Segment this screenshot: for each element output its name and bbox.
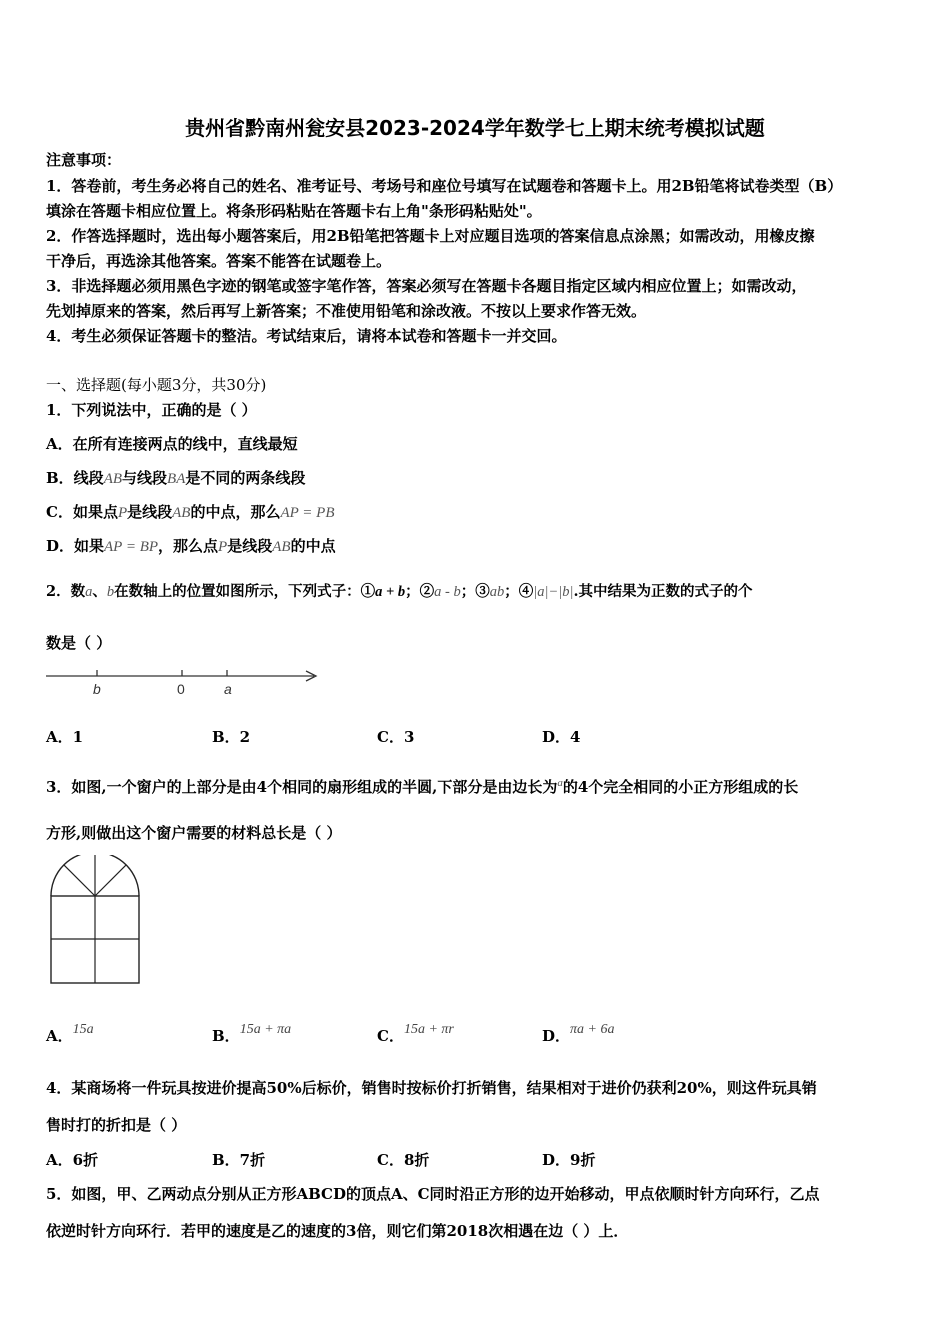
- notice-line-7: 4．考生必须保证答题卡的整洁。考试结束后，请将本试卷和答题卡一并交回。: [46, 327, 567, 345]
- q3-option-b: B．15a + πa: [212, 1022, 292, 1045]
- number-line-figure: [40, 660, 330, 700]
- q5-stem-line-1: 5．如图，甲、乙两动点分别从正方形ABCD的顶点A、C同时沿正方形的边开始移动，甲点依顺时针方向环行，乙点: [46, 1185, 820, 1203]
- window-radius-right: [95, 865, 126, 896]
- q3-option-c: C．15a + πr: [377, 1022, 454, 1045]
- q3-stem-line-2: 方形,则做出这个窗户需要的材料总长是（ ）: [46, 824, 342, 842]
- page-title: 贵州省黔南州瓮安县2023-2024学年数学七上期末统考模拟试题: [185, 116, 765, 140]
- notice-line-6: 先划掉原来的答案，然后再写上新答案；不准使用铅笔和涂改液。不按以上要求作答无效。: [46, 302, 647, 320]
- notice-line-3: 2．作答选择题时，选出每小题答案后，用2B铅笔把答题卡上对应题目选项的答案信息点涂黑；如需改动，用橡皮擦: [46, 227, 815, 245]
- q1-option-a: A．在所有连接两点的线中，直线最短: [46, 435, 298, 453]
- notice-line-2: 填涂在答题卡相应位置上。将条形码粘贴在答题卡右上角"条形码粘贴处"。: [46, 202, 542, 220]
- window-radius-left: [64, 865, 95, 896]
- label-zero: 0: [177, 681, 185, 697]
- q3-stem-line-1: 3．如图,一个窗户的上部分是由4个相同的扇形组成的半圆,下部分是由边长为$^a$的4个完全相同的小正方形组成的长: [46, 777, 799, 796]
- q2-stem-line-2: 数是（ ）: [46, 634, 112, 652]
- q2-option-b: B．2: [212, 728, 251, 746]
- q1-stem: 1．下列说法中，正确的是（ ）: [46, 401, 257, 419]
- notice-heading: 注意事项：: [46, 151, 122, 169]
- q4-option-b: B．7折: [212, 1151, 266, 1169]
- q2-option-d: D．4: [542, 728, 581, 746]
- q3-option-d: D．πa + 6a: [542, 1022, 615, 1045]
- q4-option-a: A．6折: [46, 1151, 99, 1169]
- q4-option-d: D．9折: [542, 1151, 596, 1169]
- label-b: b: [93, 681, 101, 697]
- q3-option-a: A．15a: [46, 1022, 94, 1045]
- label-a: a: [224, 681, 232, 697]
- q2-stem-line-1: 2．数a、b在数轴上的位置如图所示，下列式子：①a + b；②a - b；③ab；④|a|−|b|.其中结果为正数的式子的个: [46, 583, 753, 600]
- q4-stem-line-2: 售时打的折扣是（ ）: [46, 1116, 187, 1134]
- section-heading: 一、选择题(每小题3分，共30分): [46, 376, 267, 394]
- q5-stem-line-2: 依逆时针方向环行．若甲的速度是乙的速度的3倍，则它们第2018次相遇在边（ ）上．: [46, 1222, 629, 1240]
- q1-option-c: C．如果点P是线段AB的中点，那么AP = PB: [46, 503, 335, 521]
- window-figure: [44, 855, 144, 987]
- q4-stem-line-1: 4．某商场将一件玩具按进价提高50%后标价，销售时按标价打折销售，结果相对于进价仍获利20%，则这件玩具销: [46, 1079, 817, 1097]
- notice-line-4: 干净后，再选涂其他答案。答案不能答在试题卷上。: [46, 252, 392, 270]
- notice-line-1: 1．答卷前，考生务必将自己的姓名、准考证号、考场号和座位号填写在试题卷和答题卡上。用2B铅笔将试卷类型（B）: [46, 177, 843, 195]
- q1-option-b: B．线段AB与线段BA是不同的两条线段: [46, 469, 306, 487]
- q2-option-c: C．3: [377, 728, 415, 746]
- q4-option-c: C．8折: [377, 1151, 430, 1169]
- q1-option-d: D．如果AP = BP，那么点P是线段AB的中点: [46, 537, 336, 555]
- q2-option-a: A．1: [46, 728, 84, 746]
- notice-line-5: 3．非选择题必须用黑色字迹的钢笔或签字笔作答，答案必须写在答题卡各题目指定区域内相应位置上；如需改动，: [46, 277, 807, 295]
